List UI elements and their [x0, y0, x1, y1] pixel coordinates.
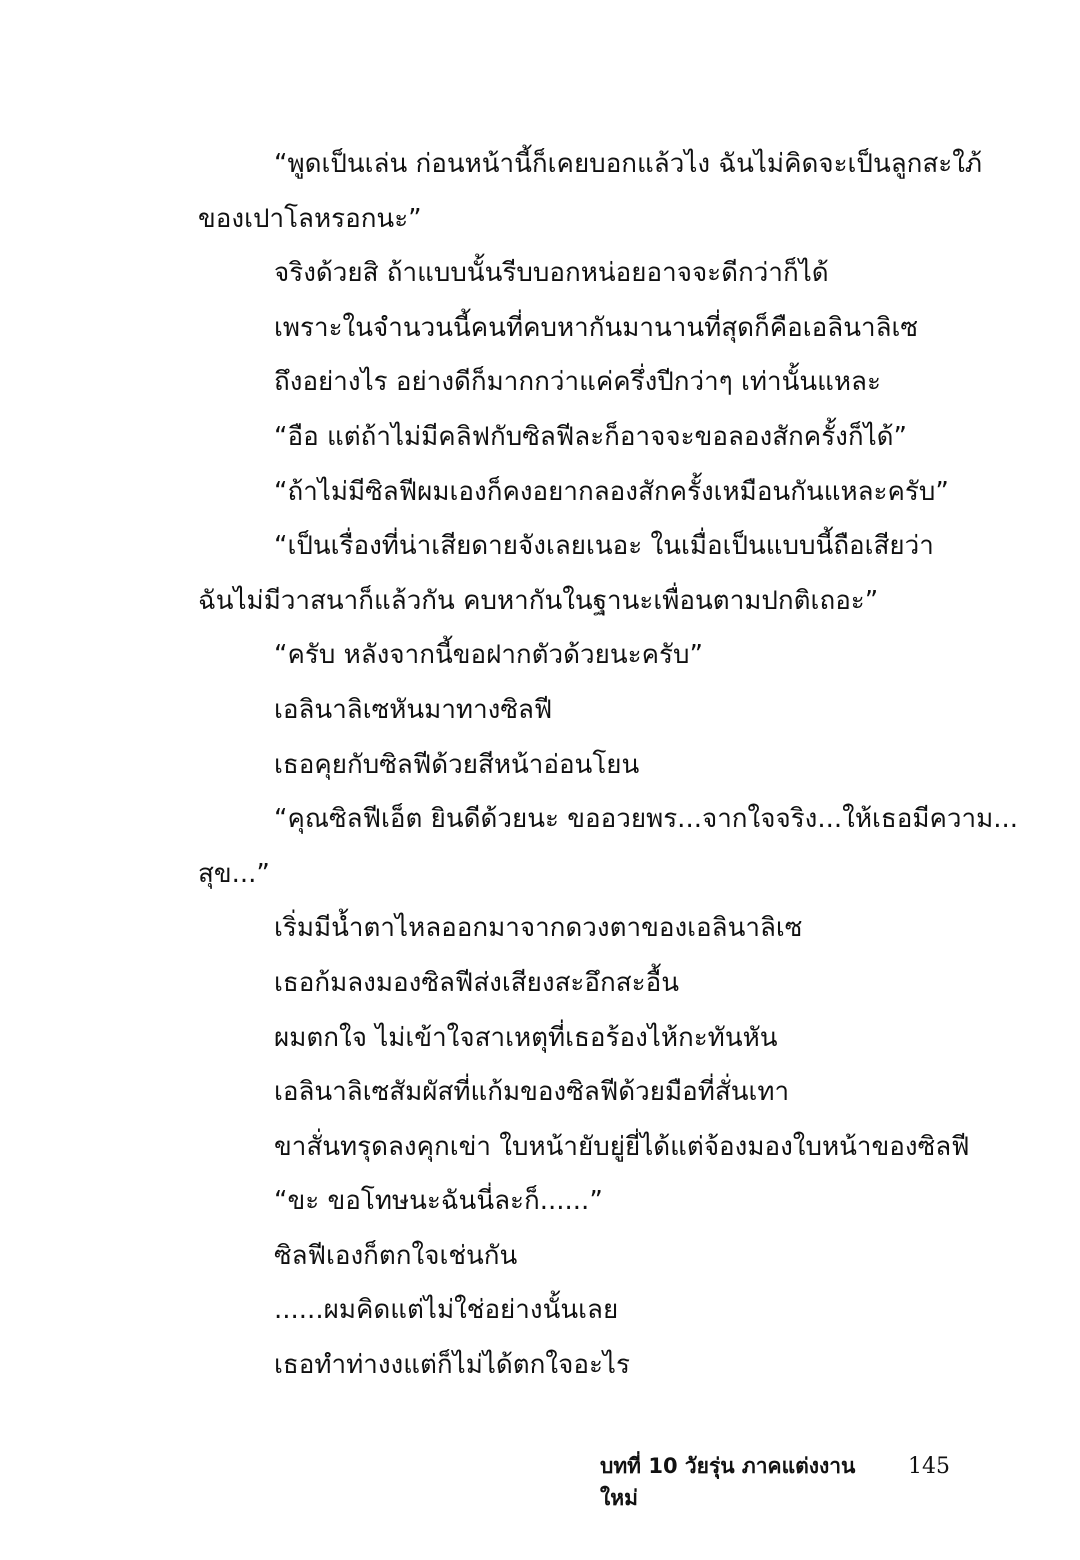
text-line: สุข...”: [198, 858, 270, 889]
text-line: “คุณซิลฟีเอ็ต ยินดีด้วยนะ ขออวยพร...จากใจจริง...ให้เธอมีความ...: [274, 804, 1019, 835]
text-line: ขาสั่นทรุดลงคุกเข่า ใบหน้ายับยู่ยี่ได้แต่จ้องมองใบหน้าของซิลฟี: [274, 1131, 970, 1162]
text-line: จริงด้วยสิ ถ้าแบบนั้นรีบบอกหน่อยอาจจะดีกว่าก็ได้: [274, 258, 829, 289]
text-line: ของเปาโลหรอกนะ”: [198, 203, 422, 234]
text-line: ถึงอย่างไร อย่างดีก็มากกว่าแค่ครึ่งปีกว่าๆ เท่านั้นแหละ: [274, 367, 881, 398]
text-line: ......ผมคิดแต่ไม่ใช่อย่างนั้นเลย: [274, 1295, 619, 1326]
text-line: เอลินาลิเซหันมาทางซิลฟี: [274, 694, 553, 725]
text-line: “อือ แต่ถ้าไม่มีคลิฟกับซิลฟีละก็อาจจะขอลองสักครั้งก็ได้”: [274, 421, 908, 452]
text-line: เธอก้มลงมองซิลฟีส่งเสียงสะอึกสะอื้น: [274, 967, 679, 998]
text-line: เธอคุยกับซิลฟีด้วยสีหน้าอ่อนโยน: [274, 749, 640, 780]
text-line: ซิลฟีเองก็ตกใจเช่นกัน: [274, 1240, 518, 1271]
page-footer: [600, 1450, 950, 1510]
body-text: [198, 137, 1019, 1393]
text-line: “เป็นเรื่องที่น่าเสียดายจังเลยเนอะ ในเมื่อเป็นแบบนี้ถือเสียว่า: [274, 531, 934, 562]
text-line: เพราะในจำนวนนี้คนที่คบหากันมานานที่สุดก็คือเอลินาลิเซ: [274, 312, 919, 343]
chapter-title: บทที่ 10 วัยรุ่น ภาคแต่งงานใหม่: [600, 1454, 856, 1510]
text-line: “ขะ ขอโทษนะฉันนี่ละก็......”: [274, 1186, 603, 1217]
text-line: เอลินาลิเซสัมผัสที่แก้มของซิลฟีด้วยมือที่สั่นเทา: [274, 1077, 790, 1108]
page-number: 145: [908, 1454, 950, 1479]
text-line: เธอทำท่างงแต่ก็ไม่ได้ตกใจอะไร: [274, 1350, 630, 1381]
text-line: ผมตกใจ ไม่เข้าใจสาเหตุที่เธอร้องไห้กะทันหัน: [274, 1022, 778, 1053]
text-line: เริ่มมีน้ำตาไหลออกมาจากดวงตาของเอลินาลิเซ: [274, 913, 803, 944]
text-line: ฉันไม่มีวาสนาก็แล้วกัน คบหากันในฐานะเพื่อนตามปกติเถอะ”: [198, 585, 879, 616]
text-line: “ถ้าไม่มีซิลฟีผมเองก็คงอยากลองสักครั้งเหมือนกันแหละครับ”: [274, 476, 949, 507]
text-line: “ครับ หลังจากนี้ขอฝากตัวด้วยนะครับ”: [274, 640, 703, 671]
text-line: “พูดเป็นเล่น ก่อนหน้านี้ก็เคยบอกแล้วไง ฉันไม่คิดจะเป็นลูกสะใภ้: [274, 149, 983, 179]
